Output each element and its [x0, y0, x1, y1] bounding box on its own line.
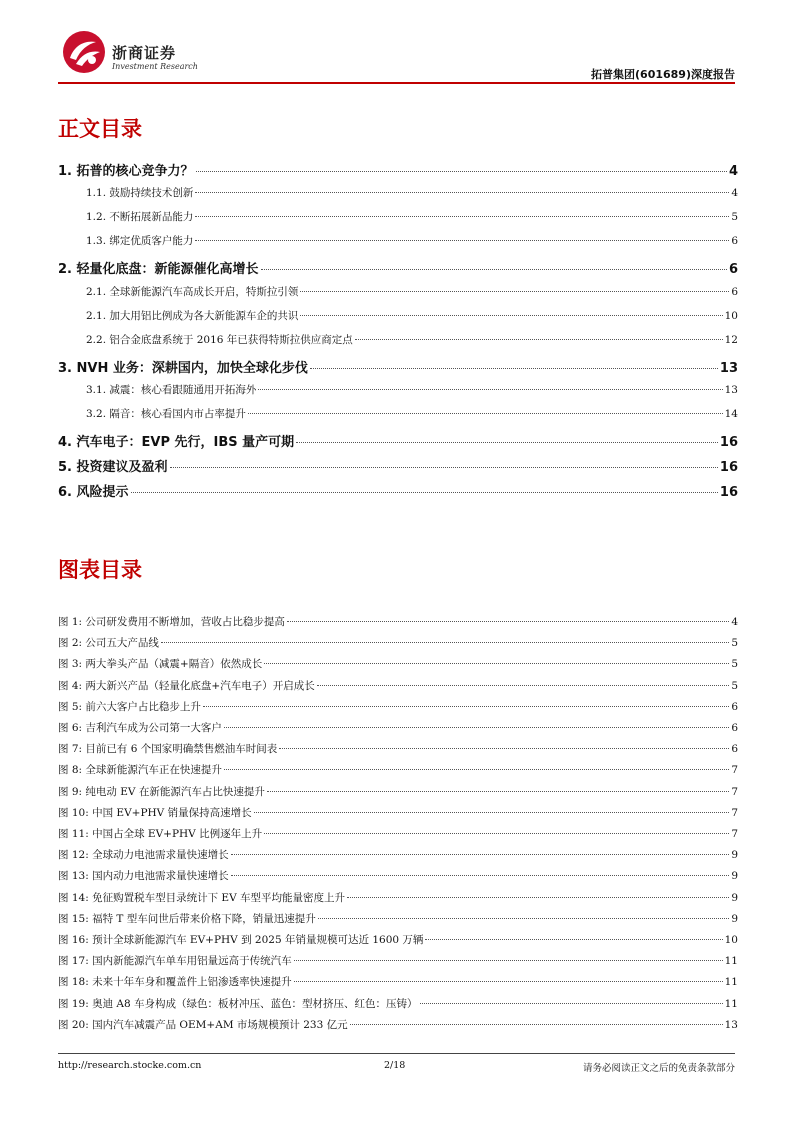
figure-entry-page: 7: [731, 828, 738, 840]
figure-entry-page: 9: [731, 870, 738, 883]
dot-leader: [317, 685, 730, 686]
page-number: 2/18: [384, 1060, 406, 1071]
figure-entry-title: 图 3: 两大拳头产品（减震+隔音）依然成长: [58, 658, 263, 671]
dot-leader: [294, 981, 723, 982]
toc-heading: 正文目录: [58, 117, 142, 141]
toc-entry-title: 3. NVH 业务：深耕国内，加快全球化步伐: [58, 361, 308, 376]
figure-entry-title: 图 18: 未来十年车身和覆盖件上铝渗透率快速提升: [58, 976, 292, 989]
toc-entry[interactable]: [58, 209, 738, 224]
toc-entry-page: 16: [719, 435, 738, 450]
dot-leader: [318, 918, 730, 919]
dot-leader: [279, 748, 729, 749]
logo-icon: [62, 30, 106, 74]
figure-entry[interactable]: [58, 890, 738, 905]
toc-entry-title: 2.2. 铝合金底盘系统于 2016 年已获得特斯拉供应商定点: [86, 334, 353, 346]
report-title: 拓普集团(601689)深度报告: [591, 68, 735, 81]
figure-entry[interactable]: [58, 656, 738, 671]
figure-entry-title: 图 11: 中国占全球 EV+PHV 比例逐年上升: [58, 828, 263, 840]
figure-entry-page: 6: [731, 743, 738, 756]
dot-leader: [231, 875, 730, 876]
toc-entry[interactable]: [58, 481, 738, 500]
dot-leader: [196, 171, 727, 172]
dot-leader: [296, 442, 718, 443]
figure-entry-title: 图 5: 前六大客户占比稳步上升: [58, 700, 201, 713]
figures-heading: 图表目录: [58, 558, 142, 582]
dot-leader: [161, 642, 729, 643]
brand-name: 浙商证券: [112, 44, 177, 62]
figure-entry[interactable]: [58, 741, 738, 756]
toc-entry[interactable]: [58, 382, 738, 397]
figure-entry[interactable]: [58, 699, 738, 714]
dot-leader: [300, 291, 729, 292]
toc-entry[interactable]: [58, 431, 738, 450]
figure-entry-title: 图 14: 免征购置税车型目录统计下 EV 车型平均能量密度上升: [58, 891, 345, 904]
toc-entry[interactable]: [58, 258, 738, 277]
figure-entry[interactable]: [58, 868, 738, 883]
toc-entry-page: 6: [731, 286, 738, 298]
dot-leader: [294, 960, 723, 961]
toc-entry-title: 3.1. 减震：核心看跟随通用开拓海外: [86, 384, 257, 396]
figure-entry[interactable]: [58, 784, 738, 799]
figure-entry[interactable]: [58, 847, 738, 862]
toc-entry-page: 13: [719, 361, 738, 376]
brand-name-en: Investment Research: [112, 62, 198, 71]
dot-leader: [195, 240, 729, 241]
figure-entry-page: 11: [724, 997, 738, 1010]
dot-leader: [350, 1024, 723, 1025]
toc-entry[interactable]: [58, 406, 738, 421]
dot-leader: [131, 492, 718, 493]
dot-leader: [347, 897, 729, 898]
toc-entry-page: 16: [719, 485, 738, 500]
figure-entry-title: 图 12: 全球动力电池需求量快速增长: [58, 849, 229, 862]
figure-entry[interactable]: [58, 762, 738, 777]
figure-entry-page: 11: [724, 976, 738, 989]
toc-entry-title: 2.1. 加大用铝比例成为各大新能源车企的共识: [86, 310, 299, 322]
figure-entry-title: 图 8: 全球新能源汽车正在快速提升: [58, 764, 222, 777]
toc-entry-title: 1.3. 绑定优质客户能力: [86, 235, 194, 247]
figure-entry-title: 图 19: 奥迪 A8 车身构成（绿色：板材冲压、蓝色：型材挤压、红色：压铸）: [58, 997, 418, 1010]
toc-entry-title: 1.1. 鼓励持续技术创新: [86, 187, 194, 199]
toc-entry[interactable]: [58, 332, 738, 347]
toc-entry-page: 12: [724, 334, 738, 346]
toc-entry-title: 1. 拓普的核心竞争力？: [58, 164, 194, 179]
toc-entry-page: 6: [731, 235, 738, 247]
dot-leader: [287, 621, 729, 622]
toc-entry[interactable]: [58, 456, 738, 475]
dot-leader: [231, 854, 730, 855]
figure-entry-page: 9: [731, 849, 738, 862]
dot-leader: [267, 791, 729, 792]
figure-entry-page: 9: [731, 891, 738, 904]
figure-entry[interactable]: [58, 826, 738, 841]
toc-entry-title: 1.2. 不断拓展新品能力: [86, 211, 194, 223]
figure-entry-title: 图 9: 纯电动 EV 在新能源汽车占比快速提升: [58, 785, 265, 798]
dot-leader: [425, 939, 722, 940]
toc-entry-title: 2. 轻量化底盘：新能源催化高增长: [58, 262, 259, 277]
toc-entry[interactable]: [58, 160, 738, 179]
figure-entry-page: 5: [731, 637, 738, 650]
dot-leader: [248, 413, 723, 414]
dot-leader: [224, 727, 729, 728]
figure-entry-title: 图 1: 公司研发费用不断增加，营收占比稳步提高: [58, 616, 285, 628]
toc-entry-title: 3.2. 隔音：核心看国内市占率提升: [86, 408, 246, 420]
figure-entry[interactable]: [58, 614, 738, 629]
figure-entry[interactable]: [58, 1017, 738, 1032]
dot-leader: [261, 269, 727, 270]
figure-entry-page: 9: [731, 912, 738, 925]
toc-entry[interactable]: [58, 357, 738, 376]
dot-leader: [258, 389, 722, 390]
footer-url[interactable]: http://research.stocke.com.cn: [58, 1060, 202, 1071]
dot-leader: [254, 812, 730, 813]
figure-entry[interactable]: [58, 932, 738, 947]
figure-entry[interactable]: [58, 720, 738, 735]
figure-entry-page: 7: [731, 785, 738, 798]
figure-entry[interactable]: [58, 996, 738, 1011]
toc-entry-title: 4. 汽车电子：EVP 先行，IBS 量产可期: [58, 435, 295, 450]
figure-entry-title: 图 6: 吉利汽车成为公司第一大客户: [58, 722, 222, 734]
toc-entry-page: 13: [724, 384, 738, 396]
figure-entry[interactable]: [58, 953, 738, 968]
dot-leader: [170, 467, 718, 468]
figure-entry-title: 图 15: 福特 T 型车问世后带来价格下降，销量迅速提升: [58, 912, 316, 925]
toc-entry-title: 2.1. 全球新能源汽车高成长开启，特斯拉引领: [86, 286, 299, 298]
toc-entry-title: 5. 投资建议及盈利: [58, 460, 168, 475]
figure-entry-title: 图 7: 目前已有 6 个国家明确禁售燃油车时间表: [58, 743, 278, 756]
figure-entry-title: 图 20: 国内汽车减震产品 OEM+AM 市场规模预计 233 亿元: [58, 1018, 348, 1031]
figure-entry-page: 5: [731, 679, 738, 692]
toc-entry[interactable]: [58, 185, 738, 200]
figure-entry-page: 6: [731, 722, 738, 734]
dot-leader: [224, 769, 729, 770]
figure-entry-title: 图 10: 中国 EV+PHV 销量保持高速增长: [58, 806, 252, 819]
figure-entry-page: 6: [731, 700, 738, 713]
figure-entry-title: 图 2: 公司五大产品线: [58, 637, 159, 650]
figure-entry[interactable]: [58, 635, 738, 650]
toc-entry-page: 5: [731, 211, 738, 223]
dot-leader: [264, 833, 729, 834]
toc-entry[interactable]: [58, 233, 738, 248]
dot-leader: [203, 706, 729, 707]
figure-entry-page: 5: [731, 658, 738, 671]
figure-entry-title: 图 4: 两大新兴产品（轻量化底盘+汽车电子）开启成长: [58, 679, 315, 692]
toc-entry[interactable]: [58, 284, 738, 299]
toc-entry-page: 10: [724, 310, 738, 322]
dot-leader: [420, 1003, 723, 1004]
header-rule: [58, 82, 735, 84]
figure-entry[interactable]: [58, 805, 738, 820]
figure-entry[interactable]: [58, 678, 738, 693]
dot-leader: [195, 192, 729, 193]
toc-entry[interactable]: [58, 308, 738, 323]
toc-entry-page: 14: [724, 408, 738, 420]
toc-entry-page: 4: [728, 164, 738, 179]
toc-entry-page: 4: [731, 187, 738, 199]
dot-leader: [264, 663, 729, 664]
figure-entry-page: 7: [731, 764, 738, 777]
toc-entry-page: 16: [719, 460, 738, 475]
figure-entry-title: 图 16: 预计全球新能源汽车 EV+PHV 到 2025 年销量规模可达近 1600 万辆: [58, 934, 424, 946]
toc-entry-title: 6. 风险提示: [58, 485, 129, 500]
dot-leader: [355, 339, 723, 340]
footer-rule: [58, 1053, 735, 1054]
figure-entry-page: 11: [724, 955, 738, 968]
toc-entry-page: 6: [728, 262, 738, 277]
figure-entry[interactable]: [58, 911, 738, 926]
dot-leader: [195, 216, 729, 217]
figure-entry-title: 图 17: 国内新能源汽车单车用铝量远高于传统汽车: [58, 955, 292, 968]
dot-leader: [310, 368, 718, 369]
figure-entry-page: 7: [731, 806, 738, 819]
figure-entry-title: 图 13: 国内动力电池需求量快速增长: [58, 870, 229, 883]
figure-entry[interactable]: [58, 974, 738, 989]
disclaimer-note: 请务必阅读正文之后的免责条款部分: [582, 1063, 735, 1074]
figure-entry-page: 13: [724, 1018, 738, 1031]
dot-leader: [300, 315, 722, 316]
figure-entry-page: 4: [731, 616, 738, 628]
figure-entry-page: 10: [724, 934, 738, 946]
